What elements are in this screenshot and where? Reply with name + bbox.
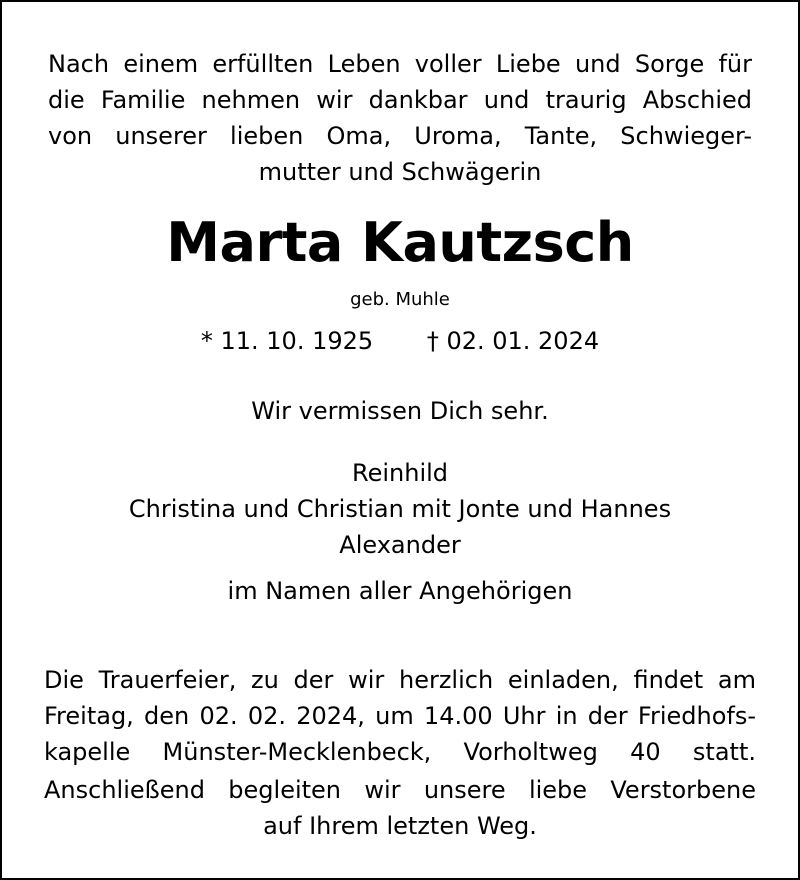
intro-line-2: die Familie nehmen wir dankbar und traurig Abschied bbox=[48, 86, 752, 114]
intro-line-4: mutter und Schwägerin bbox=[258, 158, 542, 186]
ceremony-line-4: Anschließend begleiten wir unsere liebe Verstorbene bbox=[44, 776, 756, 804]
life-dates bbox=[2, 324, 798, 358]
ceremony-line-2: Freitag, den 02. 02. 2024, um 14.00 Uhr in der Friedhofs- bbox=[44, 702, 756, 730]
ceremony-line-3: kapelle Münster-Mecklenbeck, Vorholtweg 40 statt. bbox=[44, 738, 756, 766]
ceremony-line-5: auf Ihrem letzten Weg. bbox=[263, 812, 537, 840]
intro-text bbox=[2, 46, 798, 190]
family-line-3: Alexander bbox=[339, 531, 461, 559]
memorial-message: Wir vermissen Dich sehr. bbox=[251, 397, 549, 425]
relatives-note: im Namen aller Angehörigen bbox=[227, 577, 573, 605]
ceremony-line-1: Die Trauerfeier, zu der wir herzlich einladen, findet am bbox=[44, 666, 756, 694]
deceased-name: Marta Kautzsch bbox=[166, 211, 634, 274]
family-line-2: Christina und Christian mit Jonte und Hannes bbox=[128, 495, 672, 523]
family-names bbox=[2, 455, 798, 563]
family-line-1: Reinhild bbox=[351, 459, 449, 487]
ceremony-text bbox=[2, 662, 798, 844]
death-date: † 02. 01. 2024 bbox=[426, 327, 600, 355]
intro-line-3: von unserer lieben Oma, Uroma, Tante, Schwieger- bbox=[48, 122, 752, 150]
maiden-name: geb. Muhle bbox=[350, 289, 450, 310]
intro-line-1: Nach einem erfüllten Leben voller Liebe und Sorge für bbox=[48, 50, 752, 78]
birth-date: * 11. 10. 1925 bbox=[200, 327, 374, 355]
